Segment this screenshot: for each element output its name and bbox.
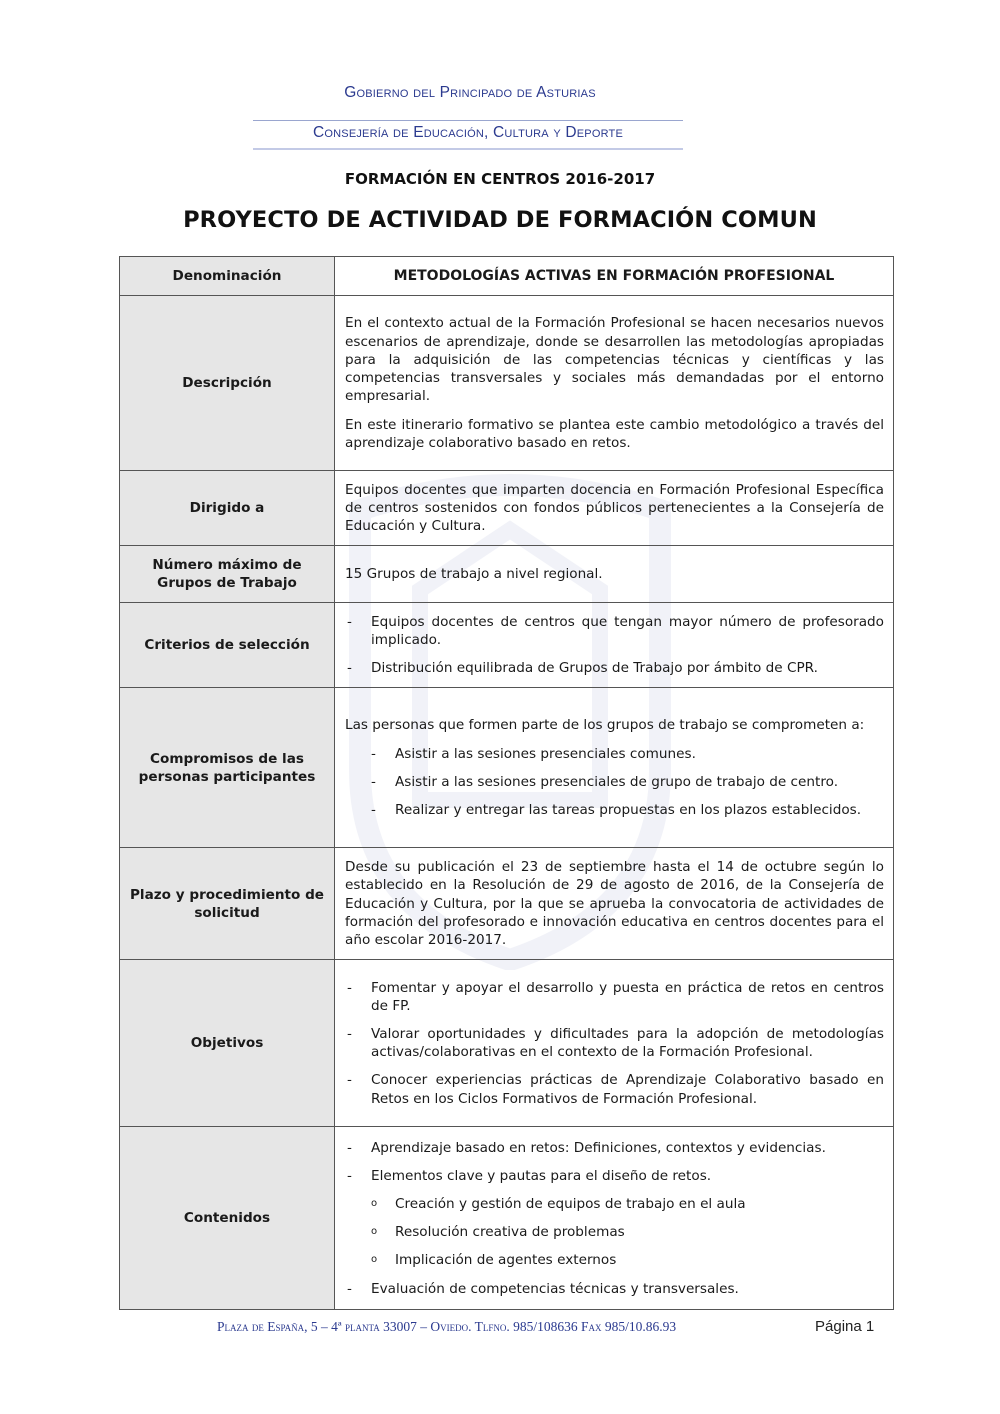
- row-value: Equipos docentes que imparten docencia en Formación Profesional Específica de centros sostenidos con fondos públicos pertenecientes a la Consejería de Educación y Cultura.: [335, 471, 894, 546]
- row-value: [335, 960, 894, 1127]
- dash-bullet: -: [347, 660, 352, 677]
- row-value: [335, 603, 894, 688]
- table-row-contenidos: [120, 1127, 894, 1310]
- circle-bullet-icon: o: [371, 1198, 378, 1209]
- dash-bullet: -: [371, 745, 376, 762]
- row-value: [335, 688, 894, 848]
- sub-list-item: o Implicación de agentes externos: [371, 1252, 617, 1269]
- table-row-objetivos: [120, 960, 894, 1127]
- dash-bullet: -: [371, 801, 376, 818]
- activity-name: METODOLOGÍAS ACTIVAS EN FORMACIÓN PROFESIONAL: [335, 257, 894, 296]
- header-divider: [253, 148, 683, 150]
- description-paragraph: En el contexto actual de la Formación Profesional se hacen necesarios nuevos escenarios de aprendizaje, donde se desarrollen las metodologías apropiadas para la adquisición de las competencias técnicas y científicas y las competencias transversales y sociales más demandadas por el entorno empresarial.: [345, 315, 884, 405]
- header-divider: [253, 120, 683, 121]
- row-label: Número máximo de Grupos de Trabajo: [120, 546, 335, 603]
- row-label: Descripción: [120, 296, 335, 471]
- list-item: - Asistir a las sesiones presenciales de grupo de trabajo de centro.: [371, 773, 839, 790]
- row-value: [335, 296, 894, 471]
- header-government: Gobierno del Principado de Asturias: [344, 84, 596, 101]
- activity-table: [119, 256, 894, 1310]
- dash-bullet: -: [347, 1072, 352, 1089]
- dash-bullet: -: [347, 1026, 352, 1042]
- description-paragraph: En este itinerario formativo se plantea este cambio metodológico a través del aprendizaje colaborativo basado en retos.: [345, 416, 884, 451]
- circle-bullet-icon: o: [371, 1226, 378, 1238]
- dash-bullet: -: [347, 1139, 352, 1156]
- header-department: Consejería de Educación, Cultura y Deporte: [312, 124, 623, 141]
- footer-address: Plaza de España, 5 – 4ª planta 33007 – Oviedo. Tlfno. 985/108636 Fax 985/10.86.93: [217, 1319, 677, 1334]
- list-item: - Distribución equilibrada de Grupos de Trabajo por ámbito de CPR.: [347, 660, 818, 677]
- table-row-criterios: [120, 603, 894, 688]
- list-item: - Equipos docentes de centros que tengan mayor número de profesorado implicado.: [347, 613, 884, 649]
- list-item: - Asistir a las sesiones presenciales comunes.: [371, 745, 696, 762]
- sub-list-item: o Resolución creativa de problemas: [371, 1224, 625, 1241]
- page-number: Página 1: [815, 1318, 875, 1335]
- dash-bullet: -: [371, 773, 376, 790]
- list-item: - Evaluación de competencias técnicas y transversales.: [347, 1280, 739, 1297]
- table-row-dirigido: [120, 471, 894, 546]
- table-row-descripcion: [120, 296, 894, 471]
- row-label: Contenidos: [120, 1127, 335, 1310]
- row-value: [335, 1127, 894, 1310]
- list-item: - Aprendizaje basado en retos: Definiciones, contextos y evidencias.: [347, 1139, 826, 1156]
- list-item: - Realizar y entregar las tareas propuestas en los plazos establecidos.: [371, 801, 862, 818]
- list-item: - Elementos clave y pautas para el diseño de retos.: [347, 1167, 712, 1184]
- dash-bullet: -: [347, 979, 352, 996]
- row-label: Dirigido a: [120, 471, 335, 546]
- row-value: Desde su publicación el 23 de septiembre hasta el 14 de octubre según lo establecido en la Resolución de 29 de agosto de 2016, de la Consejería de Educación y Cultura, por la que se aprueba la convocatoria de actividades de formación del profesorado e innovación educativa en centros docentes para el año escolar 2016-2017.: [335, 848, 894, 960]
- sub-list-item: o Creación y gestión de equipos de trabajo en el aula: [371, 1196, 746, 1212]
- dash-bullet: -: [347, 613, 352, 630]
- row-label: Compromisos de las personas participantes: [120, 688, 335, 848]
- dash-bullet: -: [347, 1167, 352, 1184]
- circle-bullet-icon: o: [371, 1254, 378, 1266]
- commitments-intro: Las personas que formen parte de los grupos de trabajo se comprometen a:: [345, 717, 865, 734]
- table-row-compromisos: [120, 688, 894, 848]
- row-value: 15 Grupos de trabajo a nivel regional.: [335, 546, 894, 603]
- document-title: PROYECTO DE ACTIVIDAD DE FORMACIÓN COMUN: [183, 207, 817, 233]
- table-row-numero: [120, 546, 894, 603]
- table-row-plazo: [120, 848, 894, 960]
- list-item: - Valorar oportunidades y dificultades para la adopción de metodologías activas/colaborativas en el contexto de la Formación Profesional.: [347, 1026, 884, 1061]
- row-label: Denominación: [120, 257, 335, 296]
- row-label: Criterios de selección: [120, 603, 335, 688]
- list-item: - Fomentar y apoyar el desarrollo y puesta en práctica de retos en centros de FP.: [347, 979, 884, 1014]
- document-subtitle: FORMACIÓN EN CENTROS 2016-2017: [344, 170, 656, 188]
- row-label: Objetivos: [120, 960, 335, 1127]
- dash-bullet: -: [347, 1280, 352, 1297]
- row-label: Plazo y procedimiento de solicitud: [120, 848, 335, 960]
- list-item: - Conocer experiencias prácticas de Aprendizaje Colaborativo basado en Retos en los Ciclos Formativos de Formación Profesional.: [347, 1072, 884, 1107]
- table-row-denominacion: [120, 257, 894, 296]
